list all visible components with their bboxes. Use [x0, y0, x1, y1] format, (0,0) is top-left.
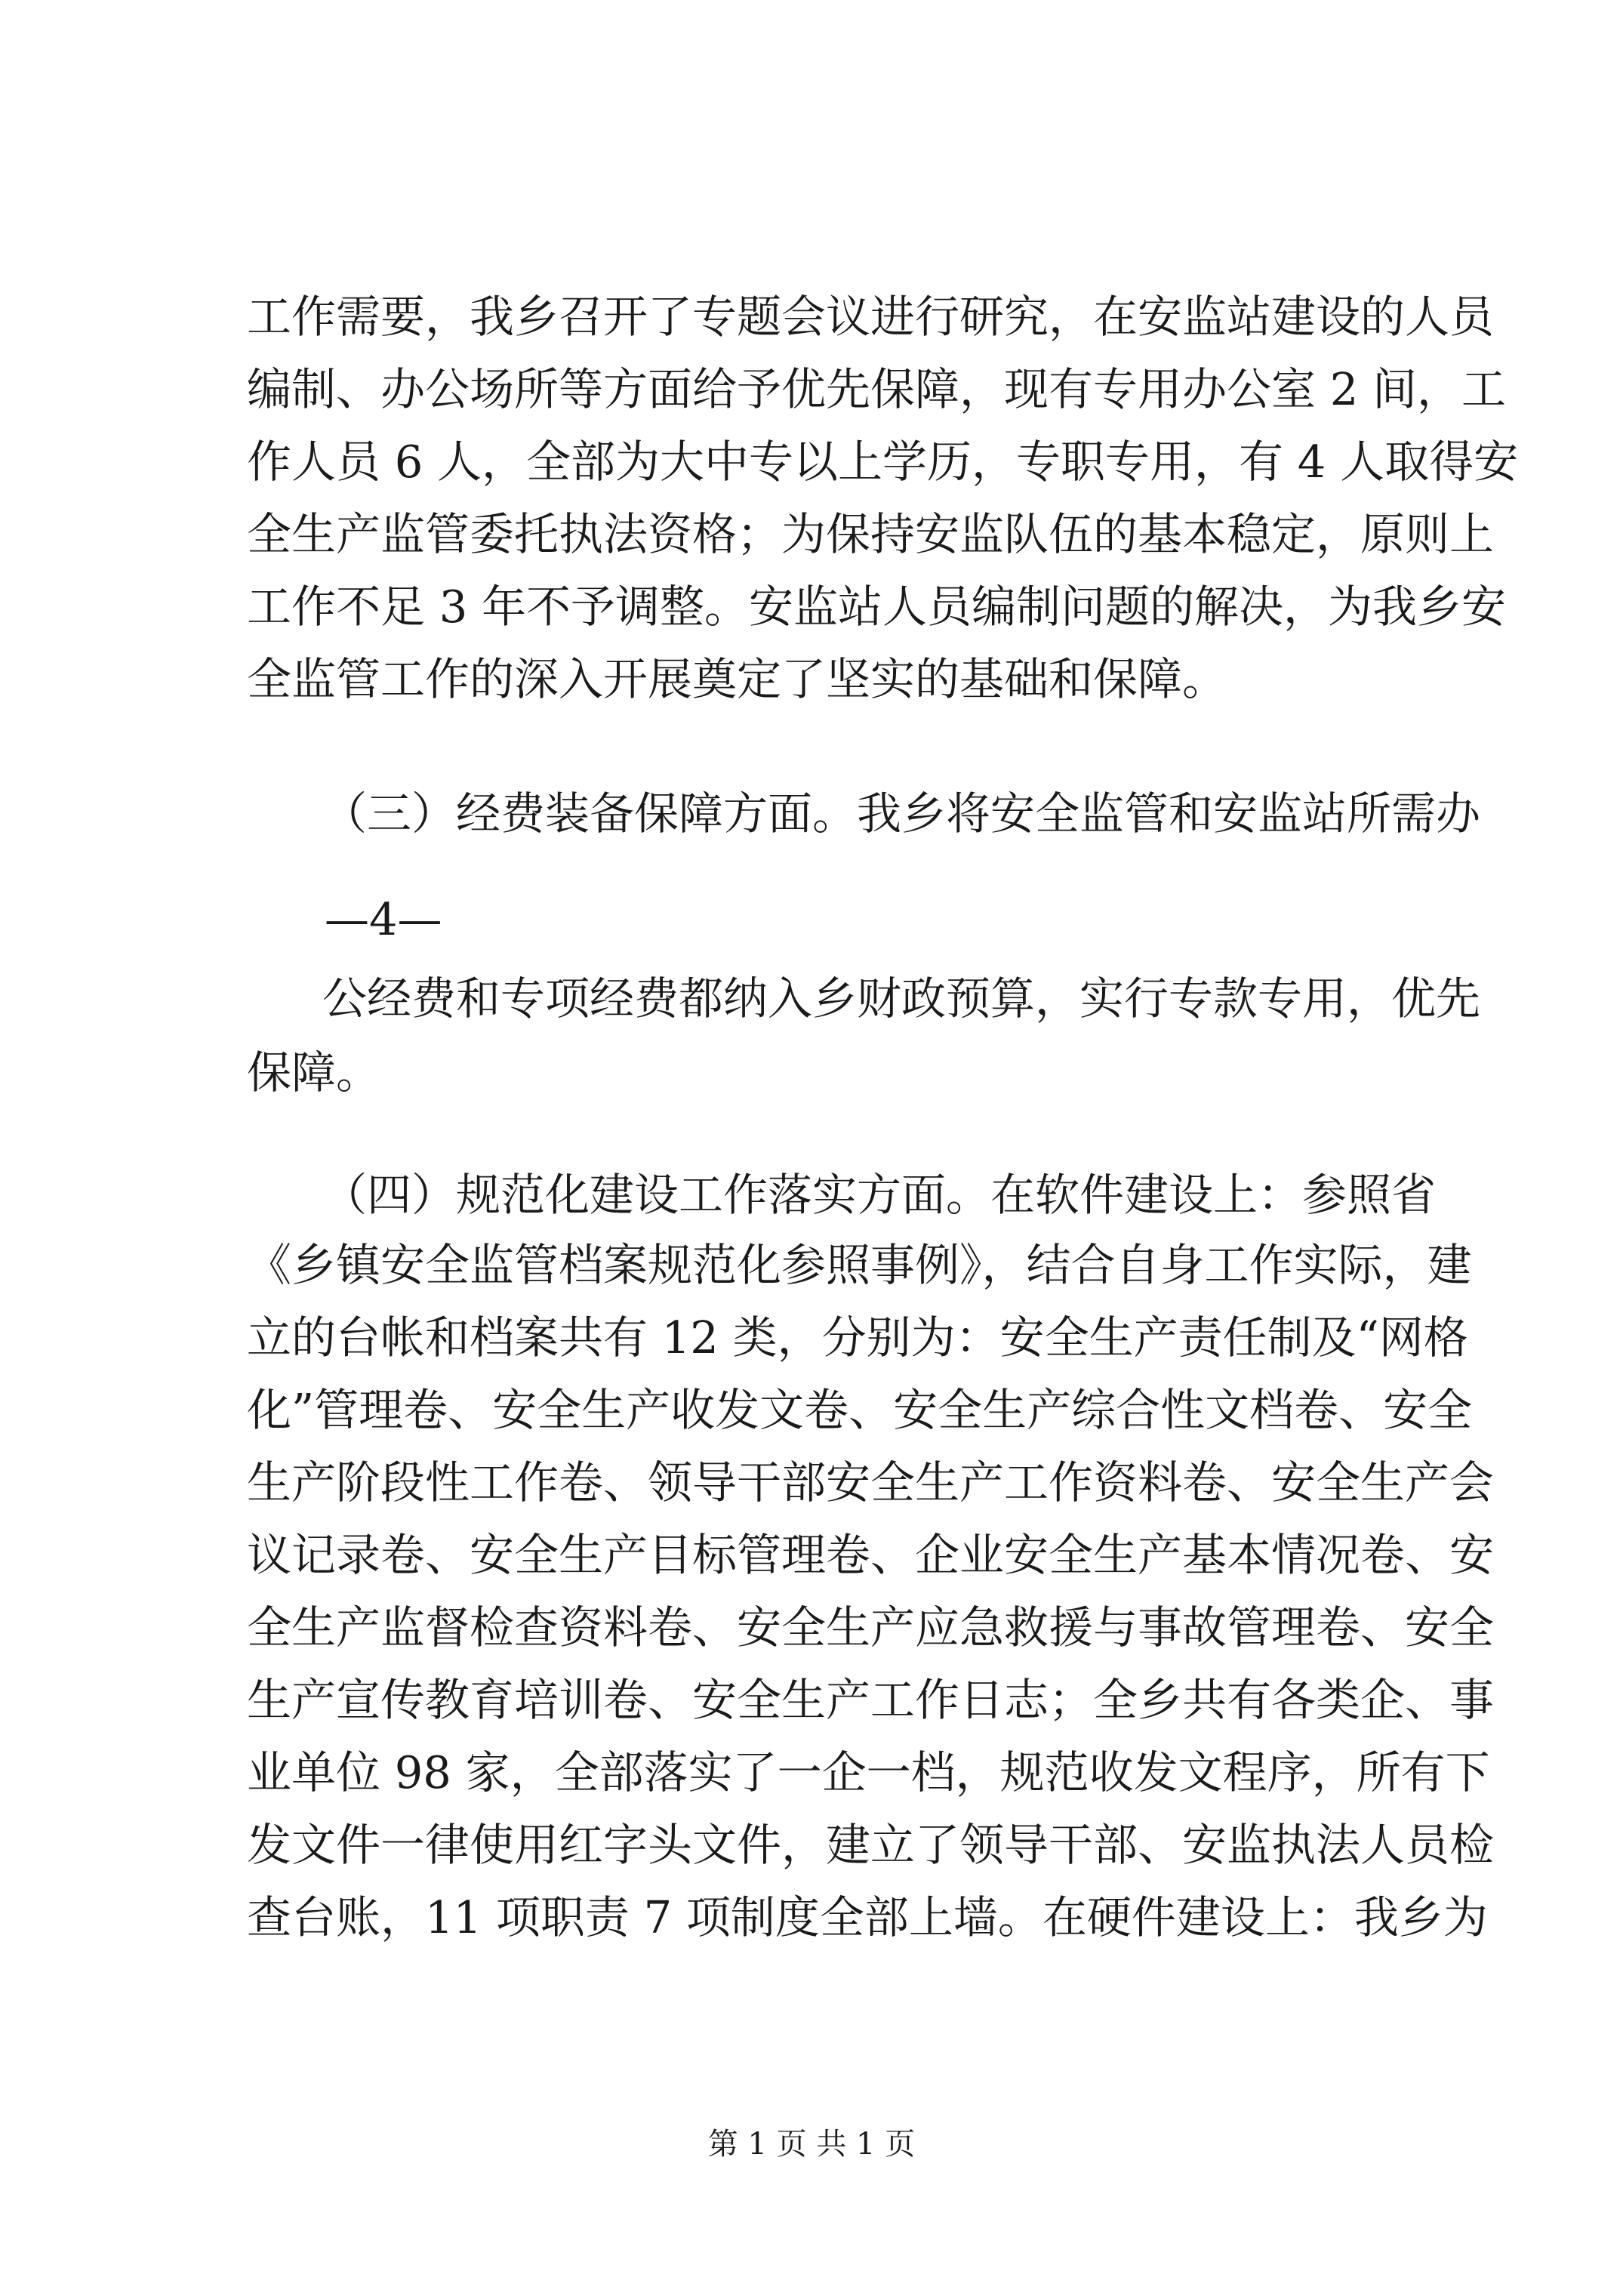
paragraph-line: 议记录卷、安全生产目标管理卷、企业安全生产基本情况卷、安: [247, 1529, 1495, 1581]
paragraph-line: 生产宣传教育培训卷、安全生产工作日志；全乡共有各类企、事: [247, 1674, 1495, 1726]
paragraph-line: 编制、办公场所等方面给予优先保障，现有专用办公室 2 间，工: [247, 363, 1507, 415]
page-footer: 第 1 页 共 1 页: [707, 2127, 916, 2162]
page-marker: —4—: [325, 893, 442, 945]
paragraph-line: 全生产监管委托执法资格；为保持安监队伍的基本稳定，原则上: [247, 508, 1495, 560]
paragraph-line: 公经费和专项经费都纳入乡财政预算，实行专款专用，优先: [322, 972, 1481, 1025]
paragraph-line: 查台账，11 项职责 7 项制度全部上墙。在硬件建设上：我乡为: [247, 1891, 1488, 1943]
paragraph-line: 立的台帐和档案共有 12 类，分别为：安全生产责任制及“网格: [247, 1311, 1468, 1364]
paragraph-line: （四）规范化建设工作落实方面。在软件建设上：参照省: [322, 1169, 1437, 1221]
paragraph-line: 业单位 98 家，全部落实了一企一档，规范收发文程序，所有下: [247, 1746, 1490, 1798]
paragraph-line: 工作不足 3 年不予调整。安监站人员编制问题的解决，为我乡安: [247, 581, 1507, 633]
paragraph-line: 保障。: [247, 1046, 381, 1099]
paragraph-line: 化”管理卷、安全生产收发文卷、安全生产综合性文档卷、安全: [247, 1384, 1473, 1436]
paragraph-line: 全监管工作的深入开展奠定了坚实的基础和保障。: [247, 653, 1227, 705]
paragraph-line: （三）经费装备保障方面。我乡将安全监管和安监站所需办: [322, 787, 1481, 840]
paragraph-line: 工作需要，我乡召开了专题会议进行研究，在安监站建设的人员: [247, 291, 1495, 343]
paragraph-line: 全生产监督检查资料卷、安全生产应急救援与事故管理卷、安全: [247, 1601, 1495, 1653]
paragraph-line: 发文件一律使用红字头文件，建立了领导干部、安监执法人员检: [247, 1819, 1495, 1871]
paragraph-line: 作人员 6 人，全部为大中专以上学历，专职专用，有 4 人取得安: [247, 436, 1519, 488]
paragraph-line: 生产阶段性工作卷、领导干部安全生产工作资料卷、安全生产会: [247, 1456, 1495, 1509]
paragraph-line: 《乡镇安全监管档案规范化参照事例》，结合自身工作实际，建: [247, 1239, 1472, 1291]
